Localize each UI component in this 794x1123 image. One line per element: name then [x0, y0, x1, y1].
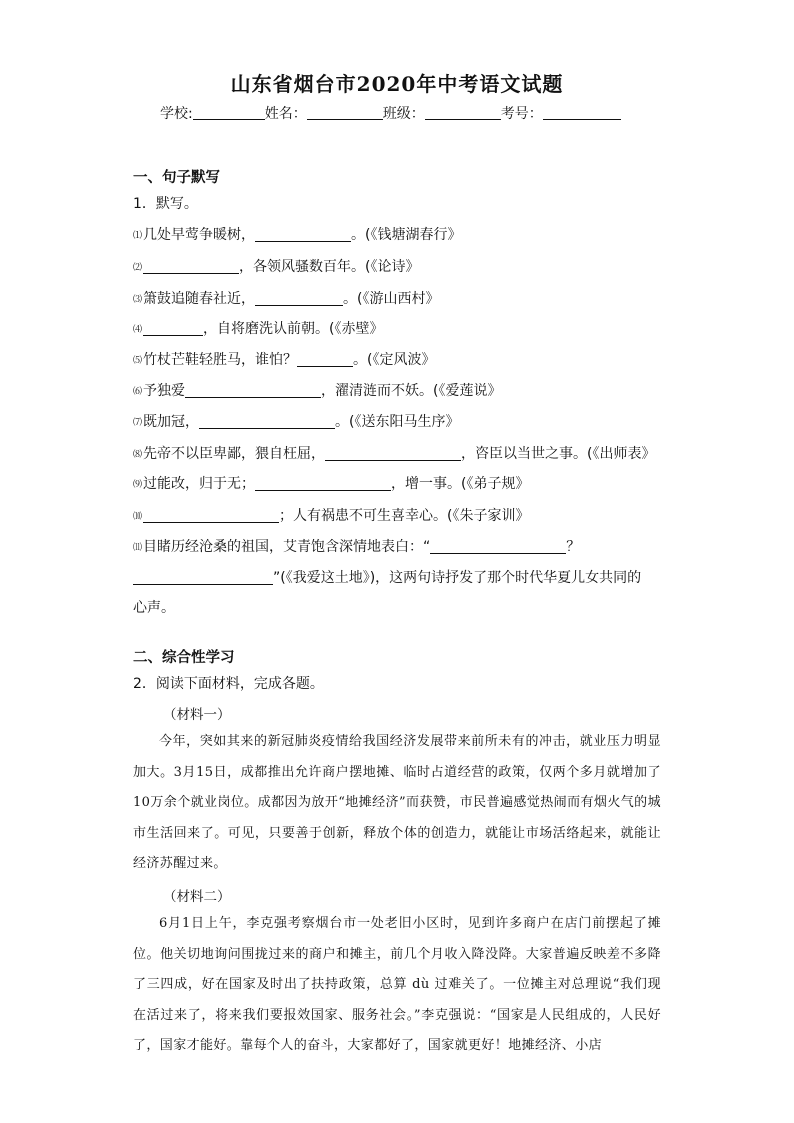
- list-item: [133, 224, 461, 244]
- list-item: [133, 288, 439, 308]
- item-number: ⑼: [133, 480, 143, 490]
- class-label: 班级：: [382, 106, 425, 122]
- item-text-after: 。(《游山西村》: [343, 291, 440, 307]
- material-paragraph: 今年，突如其来的新冠肺炎疫情给我国经济发展带来前所未有的冲击，就业压力明显加大。3月15日，成都推出允许商户摆地摊、临时占道经营的政策，仅两个多月就增加了10万余个就业岗位。成都因为放开“地摊经济”而获赞，市民普遍感觉热闹而有烟火气的城市生活回来了。可见，只要善于创新，释放个体的创造力，就能让市场活络起来，就能让经济苏醒过来。: [133, 734, 661, 871]
- item-text-after: 。(《送东阳马生序》: [335, 414, 460, 430]
- item-text-before: 几处早莺争暖树，: [143, 227, 256, 243]
- answer-blank[interactable]: [430, 539, 566, 554]
- item-number: ⑾: [133, 543, 143, 553]
- school-label: 学校:: [160, 106, 193, 122]
- item-number: ⑹: [133, 387, 143, 397]
- answer-blank[interactable]: [185, 383, 321, 398]
- item-text-before: 先帝不以臣卑鄙，猥自枉屈，: [143, 446, 326, 462]
- item-text-after: ，濯清涟而不妖。(《爱莲说》: [321, 383, 502, 399]
- item-text-after: 。(《钱塘湖春行》: [351, 227, 462, 243]
- material-label: （材料二）: [163, 889, 231, 905]
- name-field[interactable]: [307, 105, 383, 120]
- item-number: ⑶: [133, 295, 143, 305]
- answer-blank[interactable]: [255, 291, 343, 306]
- material-label: （材料一）: [163, 707, 231, 723]
- item-text-before: 既加冠，: [143, 414, 200, 430]
- student-info-line: [160, 103, 621, 123]
- answer-blank[interactable]: [133, 570, 273, 585]
- list-item: [133, 505, 529, 525]
- item-text-before: 予独爱: [143, 383, 186, 399]
- item-number: ⑽: [133, 512, 143, 522]
- exam-no-field[interactable]: [543, 105, 621, 120]
- answer-blank[interactable]: [297, 352, 353, 367]
- answer-blank[interactable]: [255, 227, 351, 242]
- item-number: ⑺: [133, 418, 143, 428]
- item-text-after: ，自将磨洗认前朝。(《赤壁》: [203, 321, 384, 337]
- item-text-before: 过能改，归于无；: [143, 476, 256, 492]
- item-number: ⑵: [133, 263, 143, 273]
- material-paragraph: 6月1日上午，李克强考察烟台市一处老旧小区时，见到许多商户在店门前摆起了摊位。他关切地询问围拢过来的商户和摊主，前几个月收入降没降。大家普遍反映差不多降了三四成，好在国家及时出了扶持政策，总算 dù 过难关了。一位摊主对总理说“我们现在活过来了，将来我们要报效国家、服务社会。”李克强说：“国家是人民组成的，人民好了，国家才能好。靠每个人的奋斗，大家都好了，国家就更好！地摊经济、小店: [133, 916, 661, 1053]
- item-text-after: ，各领风骚数百年。(《论诗》: [239, 259, 420, 275]
- question-stem: 2．阅读下面材料，完成各题。: [133, 676, 324, 692]
- item-number: ⑸: [133, 356, 143, 366]
- name-label: 姓名：: [264, 106, 307, 122]
- list-item: [133, 380, 501, 400]
- page-title: 山东省烟台市2020年中考语文试题: [230, 72, 564, 96]
- item-text-before: 目睹历经沧桑的祖国，艾青饱含深情地表白：“: [143, 539, 431, 555]
- list-item: [133, 256, 419, 276]
- question-stem: 1．默写。: [133, 196, 198, 212]
- list-item-continuation: [133, 567, 641, 587]
- list-item: [133, 536, 580, 556]
- section-heading: 二、综合性学习: [133, 650, 235, 666]
- item-text-after: ；人有祸患不可生喜幸心。(《朱子家训》: [279, 508, 530, 524]
- item-text-before: 箫鼓追随春社近，: [143, 291, 256, 307]
- item-number: ⑷: [133, 325, 143, 335]
- school-field[interactable]: [193, 105, 265, 120]
- list-item: [133, 473, 529, 493]
- answer-blank[interactable]: [143, 321, 203, 336]
- item-text-after: ，增一事。(《弟子规》: [391, 476, 530, 492]
- section-heading: 一、句子默写: [133, 170, 220, 186]
- answer-blank[interactable]: [143, 259, 239, 274]
- list-item-continuation: 心声。: [133, 600, 175, 616]
- item-text-before: 竹杖芒鞋轻胜马，谁怕？: [143, 352, 298, 368]
- item-text-after: 。(《定风波》: [353, 352, 436, 368]
- list-item: [133, 349, 435, 369]
- list-item: [133, 443, 655, 463]
- answer-blank[interactable]: [199, 414, 335, 429]
- item-text-after: ？: [566, 539, 581, 555]
- list-item: [133, 411, 459, 431]
- class-field[interactable]: [425, 105, 501, 120]
- answer-blank[interactable]: [325, 446, 461, 461]
- answer-blank[interactable]: [143, 508, 279, 523]
- item-number: ⑴: [133, 231, 143, 241]
- exam-no-label: 考号：: [500, 106, 543, 122]
- item-number: ⑻: [133, 450, 143, 460]
- answer-blank[interactable]: [255, 476, 391, 491]
- item-text-after: ”(《我爱这土地》)，这两句诗抒发了那个时代华夏儿女共同的: [273, 570, 642, 586]
- list-item: [133, 318, 383, 338]
- item-text-after: ，咨臣以当世之事。(《出师表》: [461, 446, 656, 462]
